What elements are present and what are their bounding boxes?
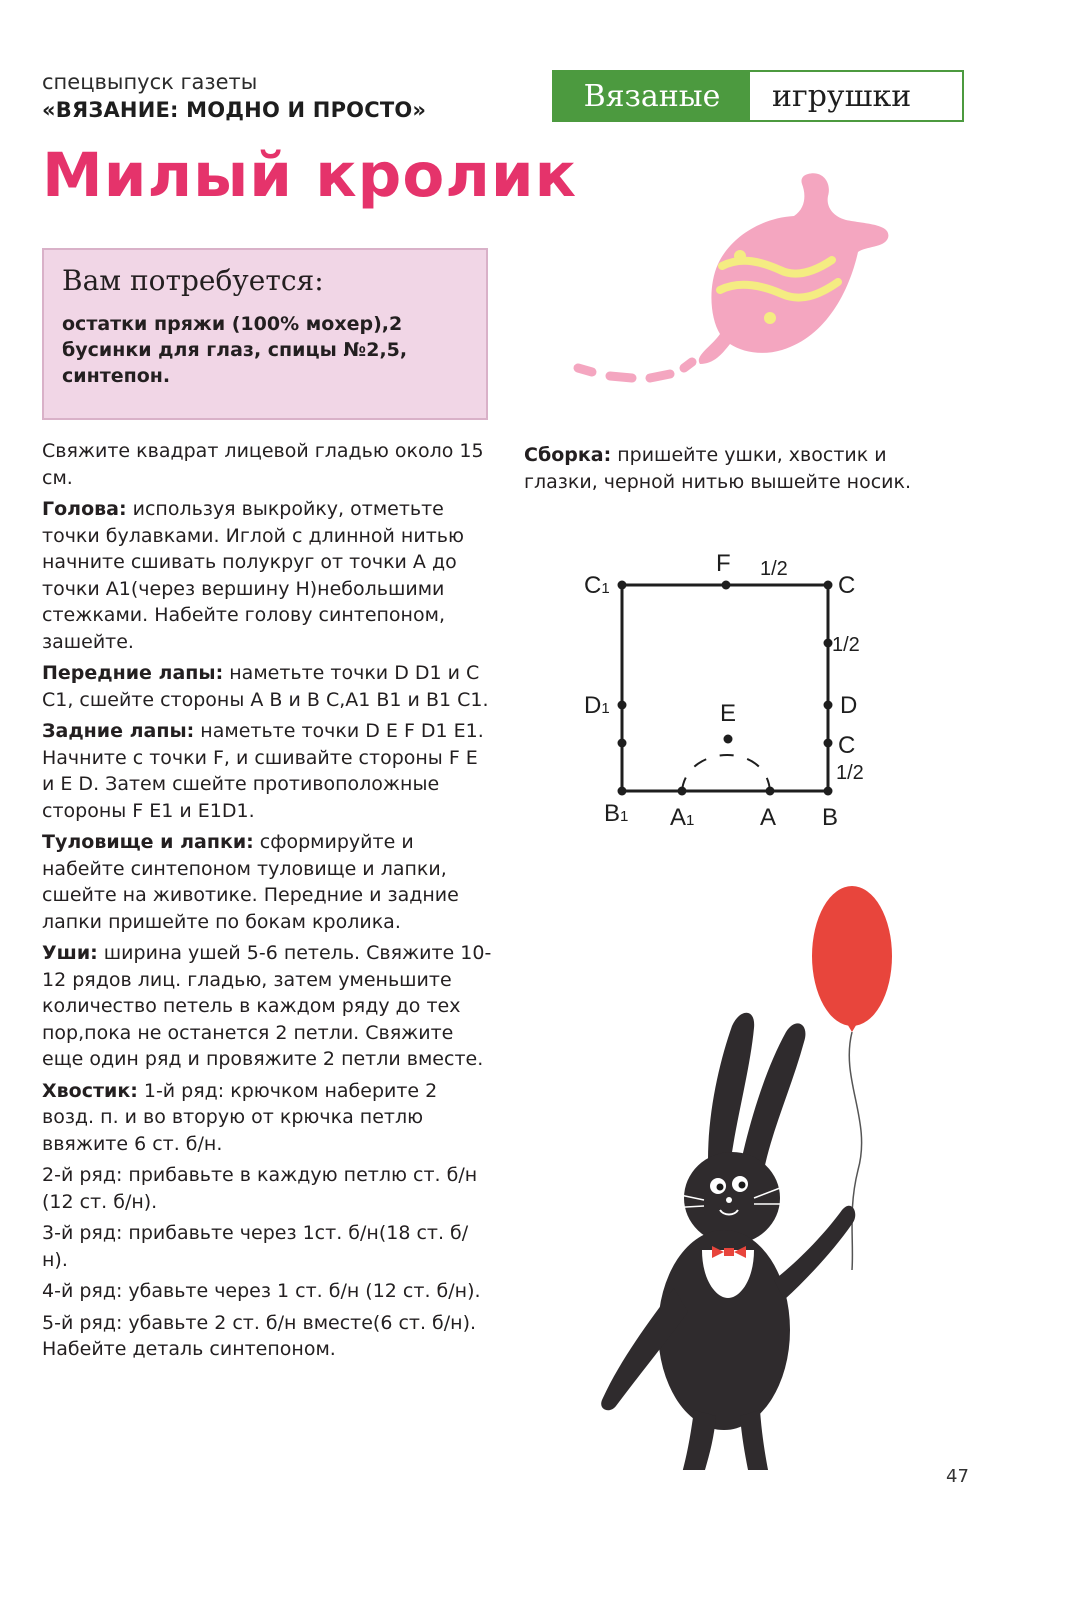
assembly-label: Сборка:: [524, 444, 612, 466]
bunny-leg-right: [740, 1410, 770, 1470]
pattern-square: [622, 585, 828, 791]
bunny-leg-left: [680, 1410, 716, 1470]
label-f: F: [716, 550, 731, 577]
publisher-line-2: «ВЯЗАНИЕ: МОДНО И ПРОСТО»: [42, 98, 427, 122]
point-c: [824, 581, 833, 590]
instruction-paragraph: 5-й ряд: убавьте 2 ст. б/н вместе(6 ст. б/н). Набейте деталь синтепоном.: [42, 1311, 477, 1360]
balloon: [812, 886, 892, 1026]
instruction-paragraph: Свяжите квадрат лицевой гладью около 15 см.: [42, 440, 484, 489]
bunny-pupil: [717, 1184, 724, 1191]
label-b: B: [822, 804, 839, 831]
point-b: [824, 787, 833, 796]
label-e: E: [720, 700, 737, 727]
section-tab: [552, 70, 964, 122]
egg-dashed-trail: [578, 362, 692, 378]
balloon-string: [849, 1032, 861, 1270]
label-d: D: [840, 692, 858, 719]
point-d1: [618, 701, 627, 710]
label-a: A: [760, 804, 777, 831]
bunny-bow-knot: [724, 1248, 734, 1256]
egg-dot: [764, 312, 776, 324]
label-side-fraction-bottom: 1/2: [836, 762, 864, 784]
point-c1: [618, 581, 627, 590]
egg-dot: [734, 250, 746, 262]
label-c1: C1: [584, 572, 610, 599]
point-b1: [618, 787, 627, 796]
point-d: [824, 701, 833, 710]
point-e: [724, 735, 733, 744]
pattern-diagram: [570, 545, 890, 835]
point-f: [722, 581, 731, 590]
instructions-column: [42, 438, 492, 1368]
materials-box: [42, 248, 488, 420]
label-c-lower: C: [838, 732, 856, 759]
instruction-paragraph: 3-й ряд: прибавьте через 1ст. б/н(18 ст. б/н).: [42, 1222, 469, 1271]
point-a1: [678, 787, 687, 796]
instruction-paragraph: Передние лапы: наметьте точки D D1 и C C1, сшейте стороны A B и B C,A1 B1 и B1 C1.: [42, 662, 489, 711]
instruction-paragraph: Хвостик: 1-й ряд: крючком наберите 2 возд. п. и во вторую от крючка петлю ввяжите 6 ст. б/н.: [42, 1079, 438, 1155]
label-c: C: [838, 572, 856, 599]
bunny-head: [684, 1152, 780, 1244]
bunny-with-balloon-illustration: [590, 880, 910, 1470]
egg-shape: [699, 173, 889, 364]
point-c-lower: [824, 739, 833, 748]
balloon-knot: [846, 1022, 858, 1032]
section-tab-left-label: Вязаные: [554, 72, 750, 120]
instruction-paragraph: Задние лапы: наметьте точки D E F D1 E1. Начните с точки F, и сшивайте стороны F E и E D. Затем сшейте противоположные стороны F E1 и E1D1.: [42, 720, 484, 822]
instruction-paragraph: 4-й ряд: убавьте через 1 ст. б/н (12 ст. б/н).: [42, 1280, 481, 1302]
assembly-text: пришейте ушки, хвостик и глазки, черной нитью вышейте носик.: [524, 444, 912, 493]
instruction-paragraph: Уши: ширина ушей 5-6 петель. Свяжите 10-12 рядов лиц. гладью, затем уменьшите количество петель в каждом ряду до тех пор,пока не останется 2 петли. Свяжите еще один ряд и провяжите 2 петли вместе.: [42, 942, 492, 1070]
instruction-paragraph: Туловище и лапки: сформируйте и набейте синтепоном туловище и лапки, сшейте на животике. Передние и задние лапки пришейте по бокам кролика.: [42, 831, 459, 933]
label-b1: B1: [604, 800, 629, 827]
head-arc: [682, 755, 770, 791]
page-number: 47: [946, 1466, 969, 1487]
bunny-pupil: [739, 1182, 746, 1189]
label-side-fraction-top: 1/2: [832, 634, 860, 656]
section-tab-right-label: игрушки: [772, 78, 912, 114]
assembly-paragraph: [524, 442, 964, 496]
publisher-line-1: спецвыпуск газеты: [42, 70, 258, 94]
instruction-paragraph: Голова: используя выкройку, отметьте точки булавками. Иглой с длинной нитью начните сшивать полукруг от точки А до точки А1(через вершину Н)небольшими стежками. Набейте голову синтепоном, зашейте.: [42, 498, 464, 653]
label-top-fraction: 1/2: [760, 558, 788, 580]
label-d1: D1: [584, 692, 610, 719]
instruction-paragraph: 2-й ряд: прибавьте в каждую петлю ст. б/н (12 ст. б/н).: [42, 1164, 478, 1213]
page-title: Милый кролик: [42, 140, 578, 211]
point-e1: [618, 739, 627, 748]
materials-heading: Вам потребуется:: [62, 264, 324, 297]
bunny-nose: [726, 1197, 732, 1203]
easter-egg-illustration: [570, 168, 900, 393]
bunny-arm-right: [774, 1206, 855, 1300]
bunny: [601, 1013, 855, 1470]
point-a: [766, 787, 775, 796]
label-a1: A1: [670, 804, 695, 831]
materials-text: остатки пряжи (100% мохер),2 бусинки для глаз, спицы №2,5, синтепон.: [62, 313, 408, 387]
